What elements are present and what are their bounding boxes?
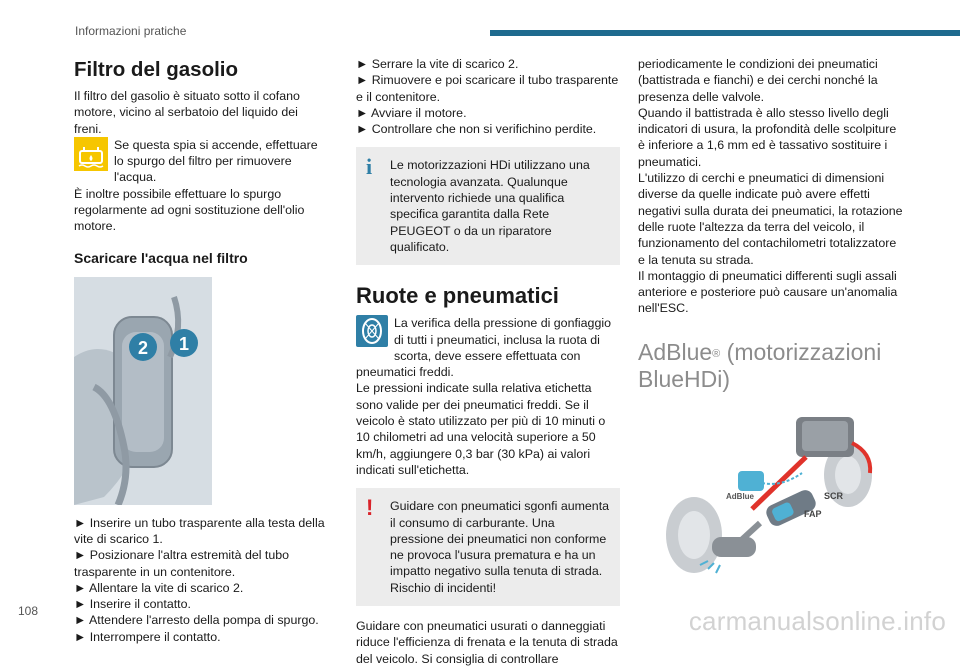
label-adblue: AdBlue xyxy=(726,491,754,501)
col3-p2: Quando il battistrada è allo stesso livello degli indicatori di usura, la profondità delle scolpiture è inferiore a 1,6 mm ed è tassativo sostituire i pneumatici. xyxy=(638,105,897,169)
info-note xyxy=(356,147,620,265)
filtro-step-6: ► Interrompere il contatto. xyxy=(74,629,221,644)
adblue-title: AdBlue® (motorizzazioni BlueHDi) xyxy=(638,338,882,392)
column-2 xyxy=(356,56,620,667)
col2-step-4: ► Controllare che non si verifichino perdite. xyxy=(356,122,597,137)
page-number: 108 xyxy=(18,604,39,618)
filtro-step-2: ► Posizionare l'altra estremità del tubo trasparente in un contenitore. xyxy=(74,548,290,579)
col2-step-3: ► Avviare il motore. xyxy=(356,105,467,120)
watermark: carmanualsonline.info xyxy=(688,606,946,636)
tire-icon xyxy=(356,315,388,347)
fuel-filter-photo xyxy=(74,277,212,505)
warning-note xyxy=(356,488,620,606)
ruote-p3: Guidare con pneumatici usurati o danneggiati riduce l'efficienza di frenata e la tenuta di strada del veicolo. Si consiglia di controllare xyxy=(356,619,618,666)
filtro-step-1: ► Inserire un tubo trasparente alla testa della vite di scarico 1. xyxy=(74,515,325,546)
column-1 xyxy=(74,56,326,645)
label-fap: FAP xyxy=(804,508,822,519)
ruote-p2: Le pressioni indicate sulla relativa etichetta sono valide per dei pneumatici freddi. Se il veicolo è stato utilizzato per più di 10 minuti o 10 chilometri ad una velocità superiore a 50 km/h, aggiungere 0,3 bar (30 kPa) ai valori indicati sull'etichetta. xyxy=(356,381,606,477)
callout-1: 1 xyxy=(178,333,190,354)
filtro-subtitle: Scaricare l'acqua nel filtro xyxy=(74,249,248,266)
col2-step-1: ► Serrare la vite di scarico 2. xyxy=(356,57,519,71)
filtro-intro: Il filtro del gasolio è situato sotto il cofano motore, vicino al serbatoio del liquido dei freni. xyxy=(74,89,300,136)
filtro-step-4: ► Inserire il contatto. xyxy=(74,597,191,612)
col3-p4: Il montaggio di pneumatici differenti sugli assali anteriore e posteriore può causare un'anomalia nell'ESC. xyxy=(638,268,898,316)
ruote-title: Ruote e pneumatici xyxy=(356,283,559,309)
filtro-extra: È inoltre possibile effettuare lo spurgo regolarmente ad ogni sostituzione dell'olio motore. xyxy=(74,186,305,234)
filtro-step-3: ► Allentare la vite di scarico 2. xyxy=(74,580,244,595)
col2-step-2: ► Rimuovere e poi scaricare il tubo trasparente e il contenitore. xyxy=(356,73,619,104)
header-accent-bar xyxy=(490,30,960,36)
filtro-step-5: ► Attendere l'arresto della pompa di spurgo. xyxy=(74,613,319,628)
fuel-filter-warning-icon xyxy=(74,137,108,171)
col3-p1: periodicamente le condizioni dei pneumatici (battistrada e fianchi) e dei cerchi nonché la presenza delle valvole. xyxy=(638,57,878,104)
filtro-warn-text: Se questa spia si accende, effettuare lo spurgo del filtro per rimuovere l'acqua. xyxy=(114,137,318,185)
callout-2: 2 xyxy=(137,337,149,358)
info-note-text: Le motorizzazioni HDi utilizzano una tecnologia avanzata. Qualunque intervento richiede una qualifica specifica garantita dalla Rete PEUGEOT o da un riparatore qualificato. xyxy=(390,158,590,254)
ruote-p1: La verifica della pressione di gonfiaggio di tutti i pneumatici, inclusa la ruota di scorta, deve essere effettuata con pneumatici freddi. xyxy=(356,316,611,380)
header-section: Informazioni pratiche xyxy=(75,24,187,38)
filtro-title: Filtro del gasolio xyxy=(74,58,239,81)
adblue-diagram xyxy=(656,413,882,603)
col3-p3: L'utilizzo di cerchi e pneumatici di dimensioni diverse da quelle indicate può avere effetti negativi sulla durata dei pneumatici, la rotazione delle ruote l'altezza da terra del veicolo, il funzionamento del contachilometri totalizzatore e la tenuta su strada. xyxy=(638,171,903,267)
label-scr: SCR xyxy=(824,490,844,501)
column-3 xyxy=(638,56,904,603)
warning-icon: ! xyxy=(366,495,374,521)
info-icon: i xyxy=(366,154,373,180)
warning-note-text: Guidare con pneumatici sgonfi aumenta il consumo di carburante. Una pressione dei pneumatici non conforme ne provoca l'usura prematura e ha un impatto negativo sulla tenuta di strada. Rischio di incidenti! xyxy=(390,499,610,595)
